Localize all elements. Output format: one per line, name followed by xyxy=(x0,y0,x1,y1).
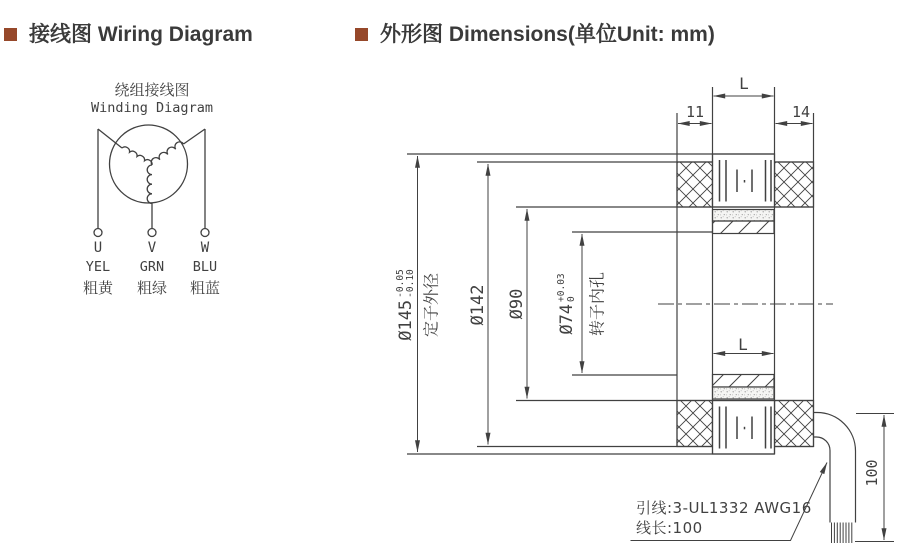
terminal-label-w: W xyxy=(200,240,210,256)
wire-color-yel: YEL xyxy=(85,259,111,275)
dim-74-value: Ø74 xyxy=(557,303,577,335)
winding-title-en: Winding Diagram xyxy=(91,100,213,116)
end-winding-top-right xyxy=(775,162,814,207)
cable-inner-edge xyxy=(814,437,831,523)
dim-label-142: Ø142 xyxy=(468,284,488,326)
lead-note-line1: 引线:3-UL1332 AWG16 xyxy=(636,499,812,517)
dim-145-value: Ø145 xyxy=(396,299,416,341)
coil-left xyxy=(122,147,152,165)
section-bullet-left xyxy=(4,28,17,41)
cable-strands xyxy=(832,523,852,544)
coil-right xyxy=(151,142,183,165)
rotor-core-top xyxy=(713,221,775,234)
section-title-dimensions: 外形图 Dimensions(单位Unit: mm) xyxy=(380,23,715,46)
dim-145-tolerance xyxy=(396,269,416,298)
lead-wires xyxy=(98,129,205,228)
dim-label-L-top: L xyxy=(739,74,749,93)
terminal-u xyxy=(94,229,102,237)
dim-label-145 xyxy=(396,269,416,341)
dim-label-rotor-bore: 转子内孔 xyxy=(587,271,607,337)
end-winding-bottom-right xyxy=(775,401,814,447)
terminal-label-u: U xyxy=(93,240,103,256)
winding-diagram-art xyxy=(94,125,209,237)
section-bullet-right xyxy=(355,28,368,41)
dim-label-90: Ø90 xyxy=(507,288,527,320)
end-winding-top-left xyxy=(677,162,713,207)
dim-label-L-rotor: L xyxy=(738,335,748,354)
rotor-core-bottom xyxy=(713,375,775,388)
dim-label-11: 11 xyxy=(685,103,705,121)
wire-color-zh-yellow: 粗黄 xyxy=(82,279,113,297)
terminal-v xyxy=(148,229,156,237)
cable-outer-edge xyxy=(814,413,856,523)
dim-74-tolerance xyxy=(557,273,577,302)
rotor-magnet-top xyxy=(713,210,775,222)
lead-note-line2: 线长:100 xyxy=(636,519,703,537)
winding-title-zh: 绕组接线图 xyxy=(114,81,190,99)
wire-color-grn: GRN xyxy=(139,259,165,275)
section-title-wiring: 接线图 Wiring Diagram xyxy=(29,23,253,46)
wire-color-zh-blue: 粗蓝 xyxy=(189,279,220,297)
dim-145-tol-top: -0.05 xyxy=(395,269,406,298)
dim-74-tol-bottom: 0 xyxy=(566,296,577,302)
terminal-w xyxy=(201,229,209,237)
section-outline xyxy=(407,87,814,454)
dim-label-100: 100 xyxy=(863,459,881,487)
dim-label-14: 14 xyxy=(791,103,811,121)
dim-74-tol-top: +0.03 xyxy=(556,273,567,302)
wire-color-zh-green: 粗绿 xyxy=(136,279,167,297)
dim-145-tol-bottom: -0.10 xyxy=(405,269,416,298)
coil-bottom xyxy=(147,165,152,203)
rotor-magnet-bottom xyxy=(713,387,775,399)
dim-label-stator-od: 定子外径 xyxy=(421,272,441,338)
dim-label-74 xyxy=(557,273,577,334)
dimension-lines xyxy=(418,96,895,542)
wire-color-blu: BLU xyxy=(192,259,218,275)
end-winding-bottom-left xyxy=(677,401,713,447)
terminal-label-v: V xyxy=(147,240,157,256)
